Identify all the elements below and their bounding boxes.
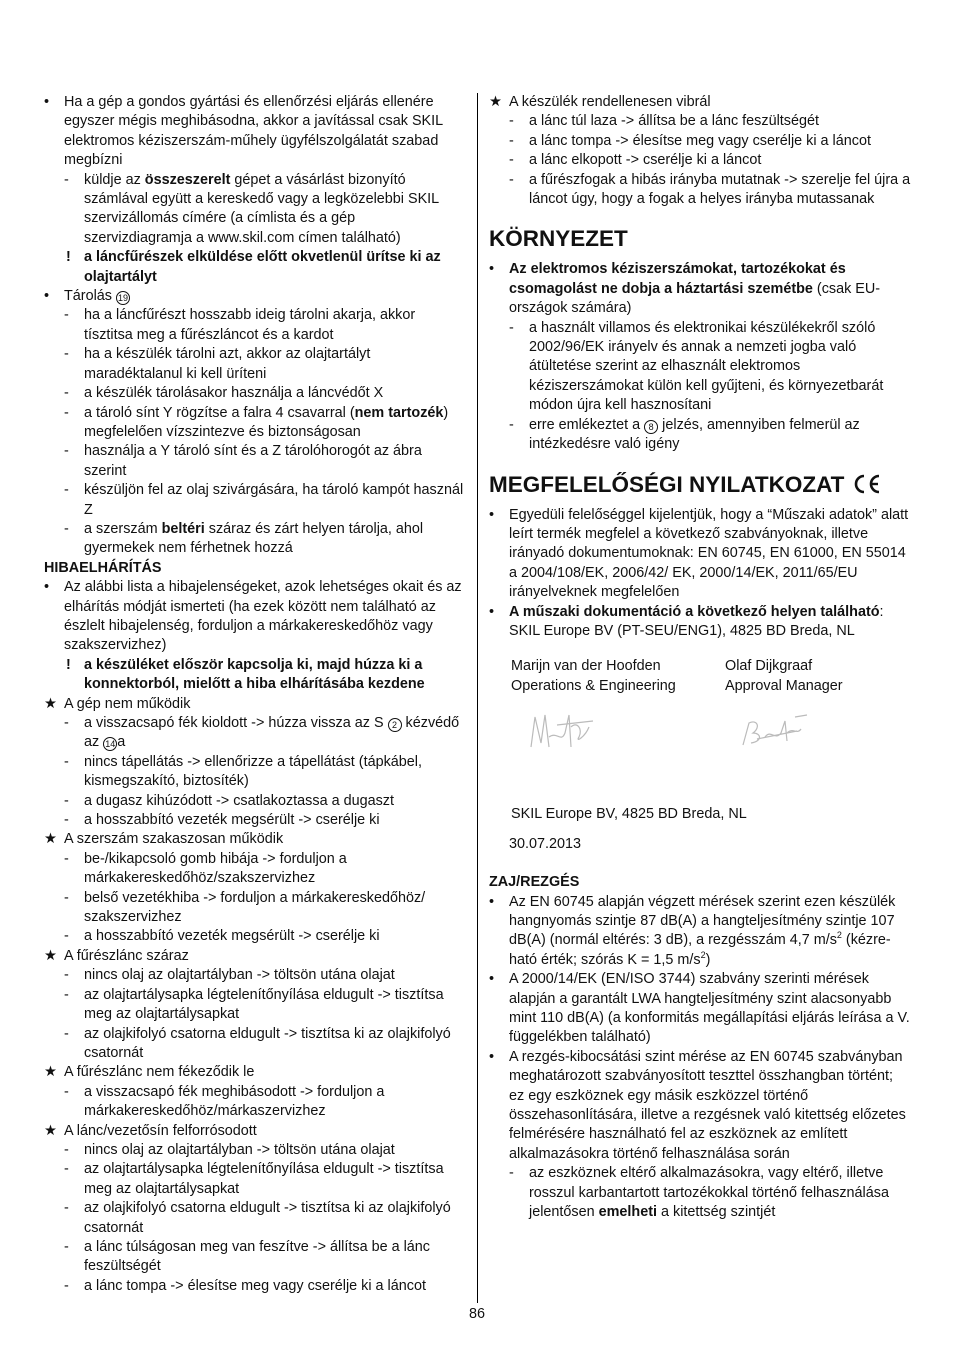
list-item: - a hosszabbító vezeték megsérült -> cserélje ki	[64, 812, 380, 829]
list-item: - ha a készülék tárolni azt, akkor az olajtartályt maradéktalanul ki kell üríteni	[64, 346, 371, 382]
list-item: - a lánc elkopott -> cserélje ki a láncot	[509, 152, 762, 169]
list-item: - a lánc tompa -> élesítse meg vagy cserélje ki a láncot	[509, 132, 871, 149]
list-item: - az olajkifolyó csatorna eldugult -> tisztítsa ki az olajkifolyó csatornát	[64, 1025, 451, 1061]
warning-item: ! a készüléket először kapcsolja ki, majd húzza ki a konnektorból, mielőtt a hiba elhárításába kezdene	[66, 656, 425, 693]
signature-image	[737, 711, 811, 751]
section-heading-environment: KÖRNYEZET	[489, 226, 628, 252]
list-item: - a használt villamos és elektronikai készülékekről szóló 2002/96/EK irányelv és annak a nemzeti jogba való átültetése szerint az elhasznált elektromos kéziszerszámokat külön kell gyűjteni, és környezetbarát módon újra kell hasznosítani	[509, 319, 884, 414]
page-number: 86	[468, 1306, 485, 1322]
symptom-item: ★ A gép nem működik	[44, 695, 191, 712]
list-item: - a fűrészfogak a hibás irányba mutatnak -> szerelje fel újra a láncot úgy, hogy a fogak a helyes irányba mutassanak	[509, 171, 911, 208]
symptom-item: ★ A szerszám szakaszosan működik	[44, 831, 284, 848]
list-item: - a lánc túl laza -> állítsa be a lánc feszültségét	[509, 113, 819, 130]
warning-item: ! a láncfűrészek elküldése előtt okvetlenül ürítse ki az olajtartályt	[66, 249, 441, 285]
signatory-2	[725, 657, 843, 696]
column-divider	[477, 93, 478, 1303]
list-item: - a dugasz kihúzódott -> csatlakoztassa a dugaszt	[64, 792, 394, 809]
left-column	[44, 93, 466, 1296]
ce-mark-icon	[852, 474, 882, 494]
symptom-item: ★ A készülék rendellenesen vibrál	[489, 94, 711, 110]
list-item: - az eszköznek eltérő alkalmazásokra, vagy eltérő, illetve rosszul karbantartott tartozékokkal történő felhasználása jelentősen emelheti a kitettség szintjét	[509, 1165, 889, 1221]
list-item: • A rezgés-kibocsátási szint mérése az EN 60745 szabványban meghatározott szabványosított teszttel összhangban történt; ez egy eszköznek egy másik eszközzel történő összehasonlítására, illetve a rezgésnek való kitettség előzetes felmérésére használható fel az eszköznek az említett alkalmazásokra történő felhasználása során	[489, 1048, 906, 1162]
list-item: - a tároló sínt Y rögzítse a falra 4 csavarral (nem tartozék) megfelelően vízszintezve és biztonságosan	[64, 404, 449, 440]
list-item: • A 2000/14/EK (EN/ISO 3744) szabvány szerinti mérések alapján a garantált LWA hangteljesítmény szint alacsonyabb mint 110 dB(A) (a konformitás megállapítási eljárás leírása a V. függelékben található)	[489, 971, 910, 1046]
list-item: - a lánc tompa -> élesítse meg vagy cserélje ki a láncot	[64, 1277, 426, 1294]
symptom-item: ★ A lánc/vezetősín felforrósodott	[44, 1122, 257, 1139]
list-item: • Tárolás 19	[44, 288, 128, 305]
symptom-item: ★ A fűrészlánc nem fékeződik le	[44, 1064, 255, 1081]
list-item: - a lánc túlságosan meg van feszítve -> állítsa be a lánc feszültségét	[64, 1238, 430, 1275]
signature-block	[489, 657, 911, 805]
list-item: • Az alábbi lista a hibajelenségeket, azok lehetséges okait és az elhárítás módját ismerteti (ha ezek között nem található az észlelt hibajelenség, forduljon a márkakereskedőhöz vagy szakszervizhez)	[44, 579, 462, 654]
right-column	[489, 93, 911, 1222]
symptom-item: ★ A fűrészlánc száraz	[44, 947, 189, 964]
list-item: • Egyedüli felelőséggel kijelentjük, hogy a “Műszaki adatok” alatt leírt termék megfelel a következő szabványoknak, illetve irányadó dokumentumoknak: EN 60745, EN 61000, EN 55014 a 2004/108/EK, 2006/42/ EK, 2000/14/EK, 2011/65/EU irányelveknek megfelelően	[489, 506, 909, 601]
list-item: - erre emlékeztet a 8 jelzés, amennyiben felmerül az intézkedésre való igény	[509, 416, 860, 453]
list-item: • Az EN 60745 alapján végzett mérések szerint ezen készülék hangnyomás szintje 87 dB(A) a hangteljesítmény szintje 107 dB(A) (normál eltérés: 3 dB), a rezgésszám 4,7 $m/s^2$ (kézre-ható érték; szórás K = 1,5 $m/s^2$)	[489, 893, 896, 968]
signatory-title: Operations & Engineering	[511, 677, 676, 694]
signatory-name: Olaf Dijkgraaf	[725, 658, 813, 675]
list-item: - a visszacsapó fék meghibásodott -> forduljon a márkakereskedőhöz/márkaszervizhez	[64, 1083, 385, 1120]
list-item: - az olajkifolyó csatorna eldugult -> tisztítsa ki az olajkifolyó csatornát	[64, 1200, 451, 1236]
section-heading-conformity: MEGFELELŐSÉGI NYILATKOZAT	[489, 472, 911, 498]
list-item: - küldje az összeszerelt gépet a vásárlást bizonyító számlával együtt a kereskedő vagy a legközelebbi SKIL szervizállomás címére (a címlista és a gép szervizdiagramja a www.skil.com címen található)	[64, 171, 439, 246]
list-item: - a visszacsapó fék kioldott -> húzza vissza az S 2 kézvédő az 14 a	[64, 715, 460, 751]
figure-ref-icon: 14	[105, 739, 116, 750]
list-item: - az olajtartálysapka légtelenítőnyílása eldugult -> tisztítsa meg az olajtartálysapkat	[64, 1161, 444, 1197]
signatory-title: Approval Manager	[725, 677, 843, 694]
list-item: • Ha a gép a gondos gyártási és ellenőrzési eljárás ellenére egyszer mégis meghibásodna, akkor a javítással csak SKIL elektromos kéziszerszám-műhely ügyfélszolgálatát szabad megbízni	[44, 94, 443, 169]
section-heading-noise: ZAJ/REZGÉS	[489, 874, 580, 891]
list-item: - készüljön fel az olaj szivárgására, ha tároló kampót használ Z	[64, 482, 464, 518]
list-item: - nincs olaj az olajtartályban -> töltsön utána olajat	[64, 1141, 395, 1158]
section-heading: HIBAELHÁRÍTÁS	[44, 559, 162, 576]
list-item: - nincs olaj az olajtartályban -> töltsön utána olajat	[64, 967, 395, 984]
signature-image	[527, 707, 599, 755]
list-item: - a hosszabbító vezeték megsérült -> cserélje ki	[64, 928, 380, 945]
list-item: - belső vezetékhiba -> forduljon a márkakereskedőhöz/ szakszervizhez	[64, 889, 426, 926]
list-item: • Az elektromos kéziszerszámokat, tartozékokat és csomagolást ne dobja a háztartási szemétbe (csak EU-országok számára)	[489, 261, 881, 317]
figure-ref-icon: 2	[388, 718, 402, 732]
signatory-name: Marijn van der Hoofden	[511, 658, 661, 675]
list-item: • A műszaki dokumentáció a következő helyen található: SKIL Europe BV (PT-SEU/ENG1), 4825 BD Breda, NL	[489, 603, 884, 639]
figure-ref-icon: 19	[117, 293, 128, 304]
signatory-1	[511, 657, 676, 696]
list-item: - be-/kikapcsoló gomb hibája -> forduljon a márkakereskedőhöz/szakszervizhez	[64, 850, 347, 887]
list-item: - az olajtartálysapka légtelenítőnyílása eldugult -> tisztítsa meg az olajtartálysapkat	[64, 986, 444, 1023]
company-address: SKIL Europe BV, 4825 BD Breda, NL	[511, 806, 747, 823]
list-item: - a készülék tárolásakor használja a láncvédőt X	[64, 385, 384, 402]
figure-ref-icon: 8	[644, 420, 658, 434]
list-item: - a szerszám beltéri száraz és zárt helyen tárolja, ahol gyermekek nem férhetnek hozzá	[64, 520, 424, 557]
date: 30.07.2013	[509, 835, 582, 852]
list-item: - ha a láncfűrészt hosszabb ideig tárolni akarja, akkor tísztitsa meg a fűrészláncot és a kardot	[64, 307, 416, 343]
list-item: - nincs tápellátás -> ellenőrizze a tápellátást (tápkábel, kismegszakító, biztosíték)	[64, 753, 422, 790]
list-item: - használja a Y tároló sínt és a Z tárolóhorogót az ábra szerint	[64, 443, 422, 479]
